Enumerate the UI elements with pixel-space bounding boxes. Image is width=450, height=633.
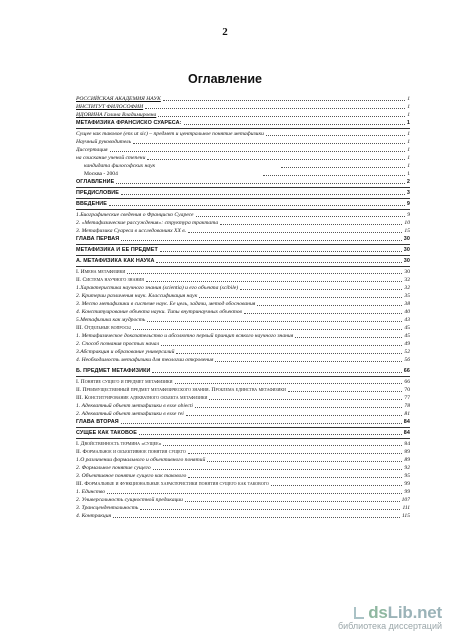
- toc-entry[interactable]: [76, 440, 410, 448]
- toc-entry-page: 49: [404, 341, 410, 347]
- dslib-logo: dsLib.net: [368, 603, 442, 622]
- toc-entry-label: МЕТАФИЗИКА ФРАНСИСКО СУАРЕСА:: [76, 120, 182, 126]
- toc-leader-dots: [196, 216, 406, 217]
- toc-entry[interactable]: [76, 332, 410, 340]
- toc-entry[interactable]: [76, 200, 410, 208]
- toc-leader-dots: [113, 517, 400, 518]
- toc-entry[interactable]: [76, 111, 410, 119]
- toc-entry-page: 1: [407, 112, 410, 118]
- toc-entry-label: Сущее как таковое (ens ut sic) – предмет и центральное понятие метафизики: [76, 131, 264, 137]
- toc-entry-label: 1. Адекватный объект метафизики в esse obiecti: [76, 403, 193, 409]
- toc-entry-label: ГЛАВА ВТОРАЯ: [76, 419, 119, 425]
- toc-entry-page: 99: [404, 489, 410, 495]
- toc-entry[interactable]: [76, 386, 410, 394]
- toc-leader-dots: [199, 297, 402, 298]
- toc-leader-dots: [244, 313, 402, 314]
- toc-entry-page: 66: [403, 368, 410, 374]
- toc-leader-dots: [139, 434, 402, 435]
- toc-entry[interactable]: [76, 504, 410, 512]
- toc-entry-page: 1: [407, 147, 410, 153]
- toc-entry-label: ПРЕДИСЛОВИЕ: [76, 190, 119, 196]
- toc-entry-label: III. Конституирование адекватного объекта метафизики: [76, 395, 208, 401]
- toc-entry-page: 30: [403, 258, 410, 264]
- toc-entry-label: А. МЕТАФИЗИКА КАК НАУКА: [76, 258, 155, 264]
- toc-entry-label: ИНСТИТУТ ФИЛОСОФИИ: [76, 104, 144, 110]
- toc-leader-dots: [257, 305, 402, 306]
- toc-entry-label: 2. Способ познания простых начал: [76, 341, 160, 347]
- toc-entry[interactable]: [76, 284, 410, 292]
- toc-entry-label: 3. Метафизика Суареса в исследованиях XX в.: [76, 228, 187, 234]
- toc-entry-page: 32: [404, 277, 410, 283]
- toc-entry[interactable]: [76, 154, 410, 162]
- toc-entry-page: 78: [404, 403, 410, 409]
- toc-entry[interactable]: [76, 348, 410, 356]
- toc-leader-dots: [163, 445, 402, 446]
- toc-entry-label: ВВЕДЕНИЕ: [76, 201, 107, 207]
- toc-separator: [76, 254, 410, 256]
- toc-leader-dots: [147, 321, 402, 322]
- toc-entry[interactable]: [76, 178, 410, 186]
- toc-leader-dots: [121, 240, 402, 241]
- toc-leader-dots: [133, 329, 403, 330]
- toc-leader-dots: [116, 183, 405, 184]
- toc-leader-dots: [133, 143, 405, 144]
- toc-entry-label: 1. Единство: [76, 489, 106, 495]
- toc-entry-label: 5.Метафизика как мудрость: [76, 317, 146, 323]
- toc-leader-dots: [152, 372, 401, 373]
- toc-leader-dots: [263, 175, 406, 176]
- toc-entry[interactable]: [76, 95, 410, 103]
- toc-entry[interactable]: [76, 276, 410, 284]
- toc-entry-page: 92: [404, 465, 410, 471]
- toc-leader-dots: [146, 281, 403, 282]
- toc-entry[interactable]: [76, 448, 410, 456]
- toc-leader-dots: [185, 501, 400, 502]
- toc-entry[interactable]: [76, 300, 410, 308]
- toc-entry-page: 52: [404, 349, 410, 355]
- toc-separator: [76, 375, 410, 377]
- toc-entry-label: 1.Характеристика научного знания (scientia) и его объекта (scibile): [76, 285, 239, 291]
- toc-entry-label: 3.Абстракция и образование универсалий: [76, 349, 175, 355]
- toc-leader-dots: [158, 116, 405, 117]
- toc-leader-dots: [188, 232, 402, 233]
- toc-entry-label: на соискание ученой степени: [76, 155, 146, 161]
- toc-entry-label: 1.Биографические сведения о Франциско Суаресе: [76, 212, 194, 218]
- toc-separator: [76, 197, 410, 199]
- toc-leader-dots: [147, 159, 405, 160]
- toc-entry-page: 70: [404, 387, 410, 393]
- toc-leader-dots: [271, 485, 403, 486]
- toc-entry-page: 1: [407, 155, 410, 161]
- toc-entry[interactable]: [76, 378, 410, 386]
- toc-leader-dots: [184, 124, 405, 125]
- toc-separator: [76, 426, 410, 428]
- toc-entry-page: 30: [404, 269, 410, 275]
- toc-entry[interactable]: [76, 257, 410, 265]
- toc-separator: [76, 186, 410, 188]
- toc-entry-label: кандидата философских наук: [84, 163, 156, 169]
- toc-entry-label: 2. Универсальность сущностной предикации: [76, 497, 183, 503]
- toc-leader-dots: [153, 469, 403, 470]
- toc-entry-label: 3. Место метафизики в системе наук. Ее цель, задачи, метод обоснования: [76, 301, 256, 307]
- toc-entry[interactable]: [76, 496, 410, 504]
- toc-entry-page: 32: [404, 285, 410, 291]
- toc-entry-label: ИДОВИНА Галина Владимировна: [76, 112, 157, 118]
- toc-entry-label: 4. Контракция: [76, 513, 112, 519]
- toc-entry[interactable]: [76, 146, 410, 154]
- toc-entry-page: 99: [404, 481, 410, 487]
- toc-entry[interactable]: [76, 367, 410, 375]
- toc-leader-dots: [127, 273, 402, 274]
- toc-entry-label: ГЛАВА ПЕРВАЯ: [76, 236, 120, 242]
- toc-entry-label: III. Формальные и функциональные характеристики понятия сущего как такового: [76, 481, 269, 487]
- toc-entry[interactable]: [76, 324, 410, 332]
- toc-entry[interactable]: [76, 464, 410, 472]
- toc-entry-page: 84: [403, 419, 410, 425]
- toc-entry[interactable]: [76, 488, 410, 496]
- toc-leader-dots: [107, 493, 402, 494]
- toc-leader-dots: [207, 461, 402, 462]
- toc-leader-dots: [145, 108, 405, 109]
- toc-entry-page: 84: [404, 441, 410, 447]
- toc-entry-page: 89: [404, 449, 410, 455]
- toc-entry[interactable]: [76, 103, 410, 111]
- toc-entry-page: 45: [404, 325, 410, 331]
- toc-entry-label: 3. Трансцендентальность: [76, 505, 139, 511]
- toc-entry-page: 84: [403, 430, 410, 436]
- toc-entry-page: 1: [407, 139, 410, 145]
- toc-entry-page: 1: [407, 96, 410, 102]
- toc-entry-label: 2. «Метафизические рассуждения»: структура трактата: [76, 220, 219, 226]
- toc-entry-page: 40: [404, 309, 410, 315]
- toc-separator: [76, 437, 410, 439]
- toc-entry-label: СУЩЕЕ КАК ТАКОВОЕ: [76, 430, 137, 436]
- dslib-subtitle: библиотека диссертаций: [337, 621, 442, 631]
- toc-entry-label: 3. Объективное понятие сущего как такового: [76, 473, 187, 479]
- toc-leader-dots: [188, 477, 402, 478]
- toc-leader-dots: [240, 289, 402, 290]
- toc-leader-dots: [156, 262, 401, 263]
- toc-entry-label: Научный руководитель: [76, 139, 132, 145]
- toc-entry-page: 9: [406, 201, 410, 207]
- toc-entry-label: I. Понятие сущего и предмет метафизики: [76, 379, 173, 385]
- toc-leader-dots: [175, 383, 403, 384]
- toc-entry-page: 30: [403, 247, 410, 253]
- toc-leader-dots: [186, 415, 403, 416]
- toc-entry[interactable]: [76, 480, 410, 488]
- toc-entry[interactable]: [76, 410, 410, 418]
- toc-entry-page: 1: [407, 131, 410, 137]
- page-title: Оглавление: [188, 72, 262, 86]
- toc-leader-dots: [220, 224, 402, 225]
- toc-leader-dots: [266, 135, 405, 136]
- toc-separator: [76, 208, 410, 210]
- toc-entry[interactable]: [76, 246, 410, 254]
- toc-leader-dots: [160, 251, 402, 252]
- toc-entry[interactable]: [76, 292, 410, 300]
- toc-entry[interactable]: [76, 162, 410, 170]
- toc-leader-dots: [110, 151, 406, 152]
- toc-leader-dots: [109, 205, 405, 206]
- toc-entry-page: 30: [403, 236, 410, 242]
- toc-entry-label: РОССИЙСКАЯ АКАДЕМИЯ НАУК: [76, 96, 161, 102]
- toc-entry-page: 66: [404, 379, 410, 385]
- toc-entry-page: 43: [404, 317, 410, 323]
- toc-entry-page: 95: [404, 473, 410, 479]
- toc-entry-page: 56: [404, 357, 410, 363]
- toc-entry[interactable]: [76, 227, 410, 235]
- toc-leader-dots: [176, 353, 402, 354]
- toc-entry-label: I. Двойственность термина «сущее»: [76, 441, 162, 447]
- dslib-logo-icon: [354, 607, 364, 619]
- toc-entry-page: 77: [404, 395, 410, 401]
- toc-separator: [76, 243, 410, 245]
- toc-entry[interactable]: [76, 356, 410, 364]
- toc-entry-label: 2. Адекватный объект метафизики в esse rei: [76, 411, 184, 417]
- toc-entry-label: 2. Формальное понятие сущего: [76, 465, 151, 471]
- toc-entry-page: 115: [402, 513, 410, 519]
- toc-leader-dots: [121, 194, 405, 195]
- toc-entry-label: 4. Конституирование объекта науки. Типы внутринаучных объектов: [76, 309, 242, 315]
- toc-entry[interactable]: [76, 211, 410, 219]
- toc-entry[interactable]: [76, 472, 410, 480]
- toc-entry-page: 89: [404, 457, 410, 463]
- toc-entry-label: II. Формальное и объективное понятия сущего: [76, 449, 186, 455]
- toc-entry[interactable]: [76, 235, 410, 243]
- toc-separator: [76, 127, 410, 129]
- toc-leader-dots: [121, 423, 402, 424]
- toc-entry-label: II. Преимущественный предмет метафизического знания. Проблема единства метафизики: [76, 387, 286, 393]
- toc-leader-dots: [188, 453, 403, 454]
- toc-entry-label: ОГЛАВЛЕНИЕ: [76, 179, 115, 185]
- toc-entry[interactable]: [76, 394, 410, 402]
- toc-leader-dots: [288, 391, 402, 392]
- toc-entry[interactable]: [76, 402, 410, 410]
- toc-entry-label: I. Имена метафизики: [76, 269, 126, 275]
- toc-entry[interactable]: [76, 170, 410, 178]
- toc-entry[interactable]: [76, 418, 410, 426]
- toc-entry-page: 111: [402, 505, 410, 511]
- toc-entry[interactable]: [76, 340, 410, 348]
- toc-entry[interactable]: [76, 268, 410, 276]
- toc-entry-label: Б. ПРЕДМЕТ МЕТАФИЗИКИ: [76, 368, 151, 374]
- page-number: 2: [222, 26, 228, 38]
- toc-entry-label: 1.О различении формального и объективного понятий: [76, 457, 206, 463]
- toc-entry[interactable]: [76, 219, 410, 227]
- toc-leader-dots: [140, 509, 400, 510]
- toc-entry-page: 107: [401, 497, 410, 503]
- toc-entry[interactable]: [76, 119, 410, 127]
- toc-leader-dots: [163, 100, 405, 101]
- toc-entry-page: 10: [404, 220, 410, 226]
- toc-entry-page: 35: [404, 293, 410, 299]
- dslib-watermark: [354, 603, 442, 623]
- toc-entry-page: 2: [406, 179, 410, 185]
- toc-entry[interactable]: [76, 429, 410, 437]
- table-of-contents: [76, 95, 410, 520]
- toc-entry-label: III. Отдельные вопросы: [76, 325, 131, 331]
- toc-leader-dots: [281, 167, 405, 168]
- toc-entry-page: 1: [406, 120, 410, 126]
- toc-entry-label: 4. Необходимость метафизики для теологии откровения: [76, 357, 214, 363]
- toc-leader-dots: [195, 407, 402, 408]
- toc-entry-label: МЕТАФИЗИКА И ЕЕ ПРЕДМЕТ: [76, 247, 158, 253]
- toc-entry[interactable]: [76, 138, 410, 146]
- toc-entry-page: 38: [404, 301, 410, 307]
- toc-leader-dots: [161, 345, 402, 346]
- toc-leader-dots: [215, 361, 402, 362]
- toc-entry-label: Диссертация: [76, 147, 108, 153]
- toc-entry-page: 9: [407, 212, 410, 218]
- toc-leader-dots: [209, 399, 402, 400]
- toc-entry[interactable]: [76, 130, 410, 138]
- toc-entry-label: 1. Метафизическое доказательство и абсолютно первый принцип всякого научного знания: [76, 333, 294, 339]
- toc-entry[interactable]: [76, 189, 410, 197]
- toc-entry[interactable]: [76, 316, 410, 324]
- toc-entry-page: 81: [404, 411, 410, 417]
- toc-entry-label: Москва - 2004: [84, 171, 118, 177]
- toc-leader-dots: [295, 337, 402, 338]
- toc-entry-page: 3: [406, 190, 410, 196]
- toc-entry-page: 1: [407, 163, 410, 169]
- toc-entry-page: 45: [404, 333, 410, 339]
- toc-entry[interactable]: [76, 308, 410, 316]
- toc-entry[interactable]: [76, 456, 410, 464]
- toc-entry-page: 1: [407, 171, 410, 177]
- toc-entry-page: 1: [407, 104, 410, 110]
- toc-entry-page: 15: [404, 228, 410, 234]
- toc-separator: [76, 265, 410, 267]
- toc-entry-label: II. Система научного знания: [76, 277, 144, 283]
- toc-entry-label: 2. Критерии различения наук. Классификация наук: [76, 293, 198, 299]
- toc-entry[interactable]: [76, 512, 410, 520]
